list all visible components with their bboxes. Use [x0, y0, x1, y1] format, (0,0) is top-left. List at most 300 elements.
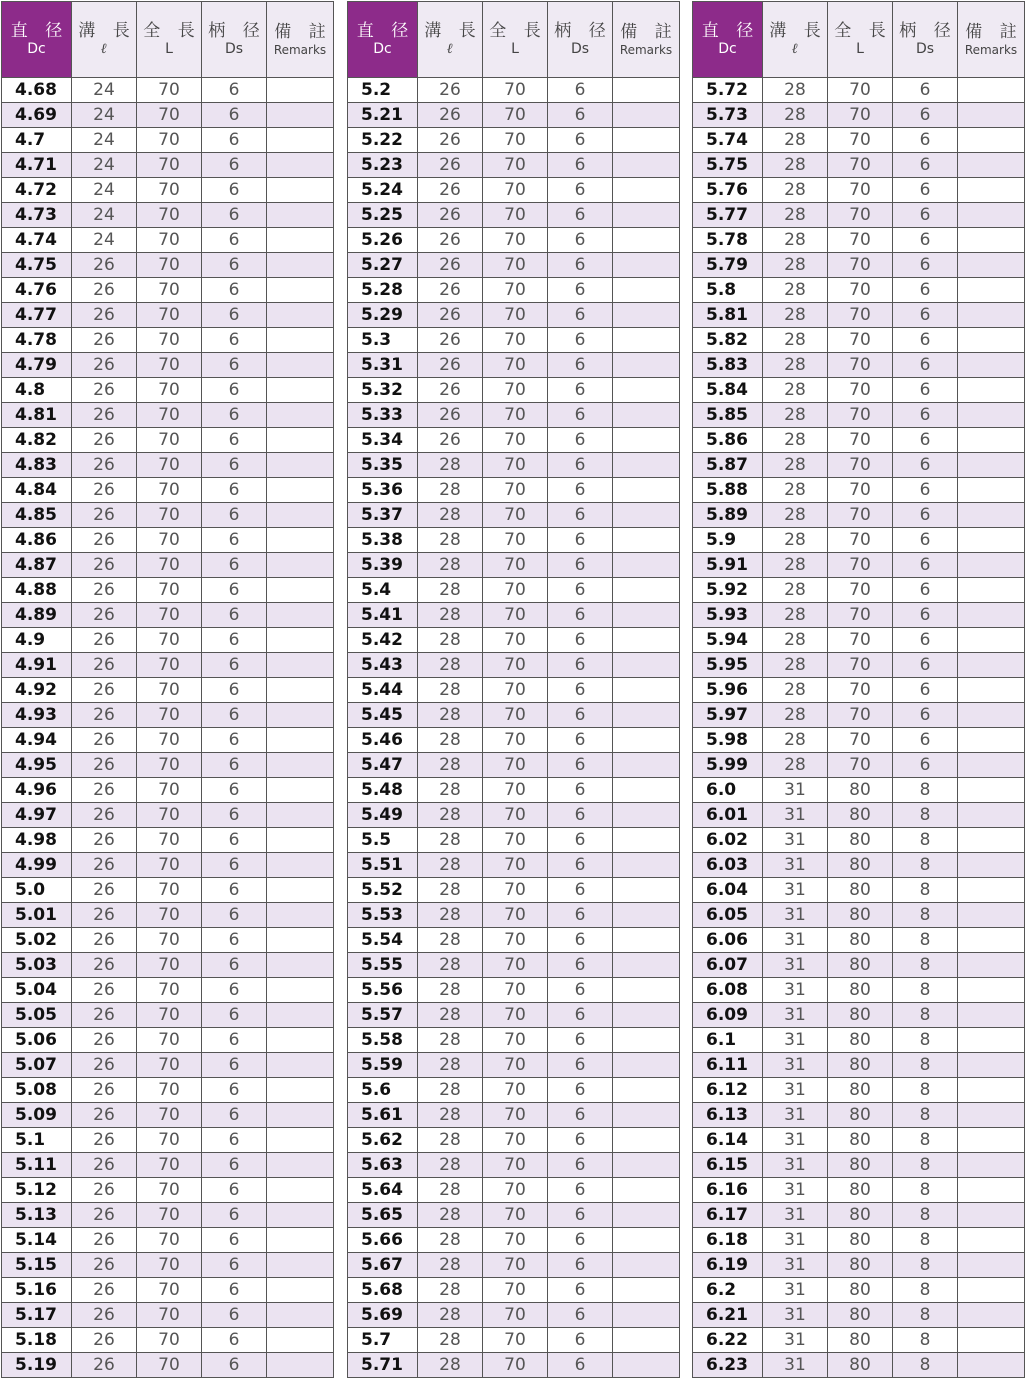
cell-shank-diameter: 6 — [893, 253, 958, 278]
cell-diameter: 5.05 — [2, 1003, 72, 1028]
cell-overall-length: 70 — [828, 403, 893, 428]
cell-shank-diameter: 6 — [202, 1203, 267, 1228]
cell-remarks — [267, 478, 334, 503]
cell-shank-diameter: 6 — [202, 128, 267, 153]
cell-diameter: 5.1 — [2, 1128, 72, 1153]
cell-remarks — [613, 78, 680, 103]
cell-overall-length: 70 — [483, 1203, 548, 1228]
cell-diameter: 4.78 — [2, 328, 72, 353]
cell-remarks — [613, 1103, 680, 1128]
cell-flute-length: 28 — [418, 1128, 483, 1153]
cell-flute-length: 31 — [763, 1178, 828, 1203]
cell-remarks — [267, 1178, 334, 1203]
cell-flute-length: 26 — [418, 253, 483, 278]
cell-flute-length: 28 — [418, 978, 483, 1003]
header-remarks — [958, 2, 1025, 78]
header-diameter — [2, 2, 72, 78]
cell-overall-length: 70 — [483, 503, 548, 528]
cell-overall-length: 70 — [483, 103, 548, 128]
cell-diameter: 5.35 — [348, 453, 418, 478]
cell-shank-diameter: 8 — [893, 1278, 958, 1303]
cell-diameter: 5.82 — [693, 328, 763, 353]
cell-shank-diameter: 6 — [548, 1353, 613, 1378]
table-row — [348, 978, 680, 1003]
cell-flute-length: 26 — [72, 953, 137, 978]
cell-remarks — [958, 353, 1025, 378]
cell-diameter: 5.54 — [348, 928, 418, 953]
cell-remarks — [958, 1228, 1025, 1253]
table-row — [693, 503, 1025, 528]
cell-overall-length: 80 — [828, 1128, 893, 1153]
cell-diameter: 5.9 — [693, 528, 763, 553]
header-shank-diameter-jp: 柄 径 — [208, 20, 266, 41]
cell-shank-diameter: 6 — [548, 1303, 613, 1328]
cell-shank-diameter: 6 — [893, 678, 958, 703]
header-diameter-en: Dc — [373, 41, 392, 58]
cell-shank-diameter: 6 — [202, 453, 267, 478]
table-row — [693, 203, 1025, 228]
cell-diameter: 5.09 — [2, 1103, 72, 1128]
header-overall-length-en: L — [165, 41, 173, 58]
cell-remarks — [958, 453, 1025, 478]
cell-flute-length: 31 — [763, 1303, 828, 1328]
cell-remarks — [613, 1178, 680, 1203]
cell-flute-length: 24 — [72, 103, 137, 128]
cell-flute-length: 28 — [763, 153, 828, 178]
cell-overall-length: 70 — [828, 103, 893, 128]
cell-remarks — [958, 778, 1025, 803]
cell-overall-length: 70 — [483, 378, 548, 403]
cell-shank-diameter: 6 — [202, 428, 267, 453]
cell-diameter: 5.66 — [348, 1228, 418, 1253]
cell-diameter: 4.84 — [2, 478, 72, 503]
cell-diameter: 4.9 — [2, 628, 72, 653]
cell-diameter: 5.48 — [348, 778, 418, 803]
table-row — [2, 828, 334, 853]
table-row — [348, 1253, 680, 1278]
cell-remarks — [613, 478, 680, 503]
table-row — [693, 403, 1025, 428]
cell-shank-diameter: 6 — [893, 528, 958, 553]
header-remarks-en: Remarks — [273, 42, 327, 57]
cell-remarks — [267, 753, 334, 778]
cell-flute-length: 26 — [72, 853, 137, 878]
cell-diameter: 5.33 — [348, 403, 418, 428]
cell-flute-length: 28 — [418, 1278, 483, 1303]
cell-overall-length: 70 — [483, 453, 548, 478]
cell-flute-length: 26 — [72, 703, 137, 728]
cell-overall-length: 70 — [828, 703, 893, 728]
cell-remarks — [267, 503, 334, 528]
cell-diameter: 5.14 — [2, 1228, 72, 1253]
table-row — [348, 1128, 680, 1153]
table-row — [348, 228, 680, 253]
cell-shank-diameter: 6 — [548, 1228, 613, 1253]
cell-remarks — [267, 103, 334, 128]
cell-shank-diameter: 6 — [548, 1178, 613, 1203]
table-row — [2, 1328, 334, 1353]
cell-diameter: 5.94 — [693, 628, 763, 653]
cell-flute-length: 28 — [763, 178, 828, 203]
cell-overall-length: 70 — [483, 553, 548, 578]
cell-remarks — [267, 853, 334, 878]
cell-diameter: 6.02 — [693, 828, 763, 853]
cell-shank-diameter: 6 — [202, 903, 267, 928]
cell-flute-length: 26 — [72, 653, 137, 678]
table-row — [693, 1178, 1025, 1203]
cell-diameter: 4.71 — [2, 153, 72, 178]
cell-flute-length: 28 — [418, 1203, 483, 1228]
cell-shank-diameter: 6 — [202, 1253, 267, 1278]
cell-shank-diameter: 6 — [202, 178, 267, 203]
cell-overall-length: 80 — [828, 978, 893, 1003]
cell-flute-length: 28 — [418, 1178, 483, 1203]
cell-shank-diameter: 8 — [893, 1178, 958, 1203]
cell-overall-length: 70 — [137, 1078, 202, 1103]
table-row — [2, 903, 334, 928]
cell-diameter: 5.04 — [2, 978, 72, 1003]
cell-shank-diameter: 6 — [548, 428, 613, 453]
cell-flute-length: 26 — [72, 1353, 137, 1378]
cell-shank-diameter: 8 — [893, 1353, 958, 1378]
cell-remarks — [613, 1278, 680, 1303]
cell-shank-diameter: 8 — [893, 1078, 958, 1103]
cell-shank-diameter: 6 — [548, 1203, 613, 1228]
header-flute-length-en: ℓ — [101, 41, 107, 58]
table-row — [693, 1328, 1025, 1353]
cell-flute-length: 28 — [763, 678, 828, 703]
cell-remarks — [958, 178, 1025, 203]
cell-overall-length: 70 — [137, 1103, 202, 1128]
cell-overall-length: 70 — [137, 303, 202, 328]
cell-diameter: 5.56 — [348, 978, 418, 1003]
cell-overall-length: 70 — [137, 678, 202, 703]
cell-diameter: 6.1 — [693, 1028, 763, 1053]
cell-remarks — [613, 703, 680, 728]
cell-overall-length: 70 — [483, 778, 548, 803]
table-row — [348, 778, 680, 803]
cell-diameter: 4.91 — [2, 653, 72, 678]
cell-diameter: 4.86 — [2, 528, 72, 553]
table-row — [348, 628, 680, 653]
cell-remarks — [958, 878, 1025, 903]
cell-overall-length: 70 — [483, 728, 548, 753]
cell-remarks — [613, 928, 680, 953]
cell-shank-diameter: 6 — [202, 1078, 267, 1103]
cell-remarks — [613, 428, 680, 453]
cell-flute-length: 26 — [72, 1278, 137, 1303]
cell-flute-length: 26 — [418, 278, 483, 303]
cell-remarks — [267, 153, 334, 178]
table-row — [348, 328, 680, 353]
cell-diameter: 5.91 — [693, 553, 763, 578]
cell-remarks — [613, 753, 680, 778]
cell-flute-length: 31 — [763, 1353, 828, 1378]
header-remarks-en: Remarks — [619, 42, 673, 57]
cell-flute-length: 26 — [72, 1003, 137, 1028]
cell-diameter: 5.78 — [693, 228, 763, 253]
cell-overall-length: 70 — [137, 953, 202, 978]
cell-diameter: 5.18 — [2, 1328, 72, 1353]
cell-flute-length: 28 — [418, 1103, 483, 1128]
cell-remarks — [267, 1128, 334, 1153]
cell-overall-length: 70 — [483, 878, 548, 903]
cell-shank-diameter: 6 — [202, 578, 267, 603]
table-row — [693, 553, 1025, 578]
table-row — [2, 753, 334, 778]
cell-diameter: 6.07 — [693, 953, 763, 978]
cell-overall-length: 70 — [483, 678, 548, 703]
cell-overall-length: 70 — [483, 428, 548, 453]
table-row — [693, 1253, 1025, 1278]
cell-remarks — [958, 578, 1025, 603]
cell-overall-length: 70 — [137, 528, 202, 553]
cell-flute-length: 28 — [418, 953, 483, 978]
cell-overall-length: 70 — [137, 928, 202, 953]
cell-diameter: 5.57 — [348, 1003, 418, 1028]
cell-flute-length: 26 — [72, 578, 137, 603]
cell-shank-diameter: 6 — [548, 1003, 613, 1028]
cell-shank-diameter: 6 — [548, 328, 613, 353]
cell-overall-length: 70 — [483, 153, 548, 178]
cell-shank-diameter: 8 — [893, 953, 958, 978]
cell-overall-length: 70 — [137, 1328, 202, 1353]
cell-shank-diameter: 6 — [548, 278, 613, 303]
cell-diameter: 6.21 — [693, 1303, 763, 1328]
cell-shank-diameter: 6 — [202, 628, 267, 653]
table-row — [2, 878, 334, 903]
cell-diameter: 5.25 — [348, 203, 418, 228]
cell-remarks — [613, 378, 680, 403]
cell-shank-diameter: 6 — [548, 928, 613, 953]
header-shank-diameter-jp: 柄 径 — [554, 20, 612, 41]
cell-flute-length: 24 — [72, 203, 137, 228]
cell-diameter: 4.93 — [2, 703, 72, 728]
cell-shank-diameter: 6 — [202, 653, 267, 678]
table-row — [348, 1353, 680, 1378]
cell-shank-diameter: 6 — [202, 978, 267, 1003]
cell-remarks — [267, 1228, 334, 1253]
cell-shank-diameter: 6 — [202, 1028, 267, 1053]
cell-diameter: 5.79 — [693, 253, 763, 278]
cell-shank-diameter: 6 — [548, 578, 613, 603]
cell-remarks — [267, 978, 334, 1003]
cell-flute-length: 31 — [763, 878, 828, 903]
table-row — [2, 278, 334, 303]
cell-shank-diameter: 6 — [548, 703, 613, 728]
cell-overall-length: 70 — [483, 653, 548, 678]
cell-diameter: 5.99 — [693, 753, 763, 778]
table-row — [348, 678, 680, 703]
cell-shank-diameter: 6 — [893, 503, 958, 528]
cell-overall-length: 70 — [137, 1053, 202, 1078]
cell-diameter: 5.43 — [348, 653, 418, 678]
cell-remarks — [613, 403, 680, 428]
cell-flute-length: 26 — [72, 878, 137, 903]
cell-flute-length: 26 — [418, 303, 483, 328]
table-row — [348, 1178, 680, 1203]
table-row — [693, 178, 1025, 203]
cell-diameter: 5.75 — [693, 153, 763, 178]
cell-remarks — [958, 153, 1025, 178]
table-row — [348, 1328, 680, 1353]
table-row — [348, 428, 680, 453]
cell-remarks — [613, 728, 680, 753]
cell-remarks — [613, 128, 680, 153]
cell-diameter: 5.27 — [348, 253, 418, 278]
cell-diameter: 5.08 — [2, 1078, 72, 1103]
cell-overall-length: 70 — [137, 503, 202, 528]
cell-flute-length: 26 — [418, 378, 483, 403]
cell-remarks — [958, 203, 1025, 228]
table-row — [2, 228, 334, 253]
cell-diameter: 5.34 — [348, 428, 418, 453]
cell-overall-length: 80 — [828, 1278, 893, 1303]
cell-overall-length: 70 — [483, 953, 548, 978]
table-row — [693, 228, 1025, 253]
cell-overall-length: 70 — [137, 1028, 202, 1053]
cell-overall-length: 70 — [483, 903, 548, 928]
cell-shank-diameter: 6 — [548, 778, 613, 803]
table-row — [2, 478, 334, 503]
cell-flute-length: 31 — [763, 1153, 828, 1178]
cell-flute-length: 28 — [418, 578, 483, 603]
cell-remarks — [613, 1053, 680, 1078]
table-row — [348, 478, 680, 503]
cell-remarks — [267, 1153, 334, 1178]
cell-diameter: 5.64 — [348, 1178, 418, 1203]
cell-overall-length: 70 — [137, 703, 202, 728]
cell-shank-diameter: 6 — [202, 1278, 267, 1303]
cell-shank-diameter: 6 — [202, 803, 267, 828]
cell-flute-length: 28 — [763, 128, 828, 153]
cell-diameter: 5.87 — [693, 453, 763, 478]
cell-diameter: 5.92 — [693, 578, 763, 603]
cell-diameter: 5.62 — [348, 1128, 418, 1153]
cell-shank-diameter: 8 — [893, 1203, 958, 1228]
cell-shank-diameter: 8 — [893, 1028, 958, 1053]
cell-remarks — [613, 778, 680, 803]
cell-flute-length: 28 — [418, 628, 483, 653]
cell-shank-diameter: 6 — [548, 653, 613, 678]
cell-shank-diameter: 6 — [893, 203, 958, 228]
cell-remarks — [267, 1028, 334, 1053]
cell-shank-diameter: 6 — [202, 678, 267, 703]
table-row — [693, 678, 1025, 703]
cell-diameter: 4.7 — [2, 128, 72, 153]
cell-overall-length: 70 — [137, 78, 202, 103]
cell-diameter: 5.16 — [2, 1278, 72, 1303]
cell-shank-diameter: 6 — [893, 228, 958, 253]
cell-overall-length: 70 — [137, 1003, 202, 1028]
cell-remarks — [958, 1078, 1025, 1103]
cell-diameter: 5.21 — [348, 103, 418, 128]
table-row — [348, 853, 680, 878]
cell-diameter: 4.83 — [2, 453, 72, 478]
cell-remarks — [958, 603, 1025, 628]
table-row — [2, 378, 334, 403]
cell-shank-diameter: 8 — [893, 928, 958, 953]
cell-shank-diameter: 6 — [548, 1078, 613, 1103]
cell-shank-diameter: 6 — [548, 628, 613, 653]
table-row — [348, 503, 680, 528]
cell-overall-length: 70 — [828, 478, 893, 503]
header-diameter-jp: 直 径 — [701, 20, 760, 41]
cell-flute-length: 28 — [763, 328, 828, 353]
table-row — [693, 1278, 1025, 1303]
cell-flute-length: 28 — [418, 903, 483, 928]
table-row — [693, 1128, 1025, 1153]
cell-flute-length: 31 — [763, 1228, 828, 1253]
cell-diameter: 5.29 — [348, 303, 418, 328]
table-row — [693, 603, 1025, 628]
cell-remarks — [958, 928, 1025, 953]
cell-overall-length: 70 — [828, 453, 893, 478]
header-flute-length — [763, 2, 828, 78]
cell-diameter: 5.22 — [348, 128, 418, 153]
header-shank-diameter-en: Ds — [570, 41, 590, 58]
cell-flute-length: 28 — [418, 1303, 483, 1328]
cell-flute-length: 26 — [72, 1153, 137, 1178]
cell-shank-diameter: 6 — [202, 778, 267, 803]
cell-diameter: 5.11 — [2, 1153, 72, 1178]
cell-shank-diameter: 6 — [893, 578, 958, 603]
cell-flute-length: 31 — [763, 778, 828, 803]
cell-shank-diameter: 6 — [202, 703, 267, 728]
table-row — [2, 403, 334, 428]
cell-remarks — [267, 178, 334, 203]
cell-shank-diameter: 6 — [548, 553, 613, 578]
header-flute-length — [72, 2, 137, 78]
cell-flute-length: 28 — [763, 353, 828, 378]
cell-overall-length: 70 — [137, 453, 202, 478]
cell-shank-diameter: 6 — [893, 603, 958, 628]
table-row — [348, 453, 680, 478]
header-overall-length-jp: 全 長 — [489, 20, 547, 41]
cell-diameter: 5.89 — [693, 503, 763, 528]
cell-flute-length: 28 — [418, 1353, 483, 1378]
cell-remarks — [958, 403, 1025, 428]
cell-diameter: 5.52 — [348, 878, 418, 903]
cell-flute-length: 26 — [72, 453, 137, 478]
cell-shank-diameter: 8 — [893, 978, 958, 1003]
header-flute-length-jp: 溝 長 — [424, 20, 482, 41]
cell-overall-length: 70 — [137, 1128, 202, 1153]
cell-remarks — [613, 953, 680, 978]
cell-diameter: 5.36 — [348, 478, 418, 503]
cell-flute-length: 26 — [418, 353, 483, 378]
table-row — [2, 1303, 334, 1328]
cell-remarks — [613, 653, 680, 678]
cell-diameter: 5.84 — [693, 378, 763, 403]
table-row — [348, 703, 680, 728]
cell-shank-diameter: 8 — [893, 1103, 958, 1128]
header-remarks-jp: 備 註 — [620, 22, 678, 43]
cell-shank-diameter: 6 — [548, 878, 613, 903]
cell-overall-length: 70 — [828, 153, 893, 178]
cell-flute-length: 26 — [418, 203, 483, 228]
cell-diameter: 5.19 — [2, 1353, 72, 1378]
cell-overall-length: 80 — [828, 853, 893, 878]
cell-overall-length: 70 — [828, 728, 893, 753]
table-row — [693, 153, 1025, 178]
cell-shank-diameter: 6 — [202, 878, 267, 903]
cell-flute-length: 26 — [72, 553, 137, 578]
cell-remarks — [267, 578, 334, 603]
cell-flute-length: 28 — [763, 478, 828, 503]
table-row — [693, 653, 1025, 678]
cell-remarks — [613, 1203, 680, 1228]
